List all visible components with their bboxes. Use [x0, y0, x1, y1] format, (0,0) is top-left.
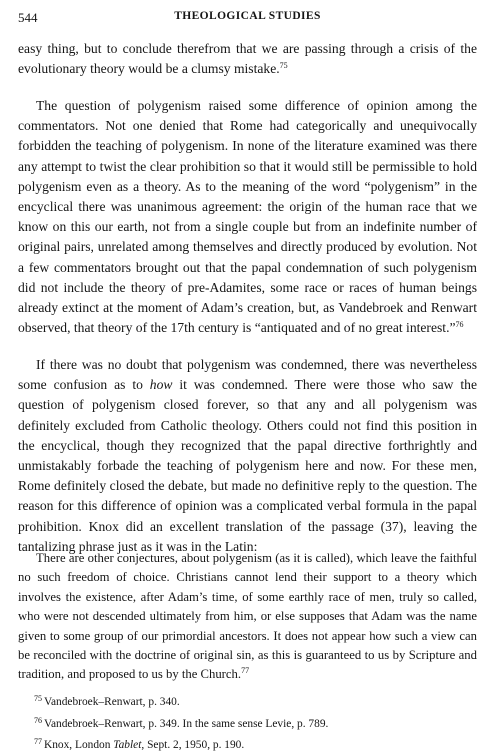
- footnote-77: [34, 733, 474, 755]
- footnote-text: Vandebroek–Renwart, p. 349. In the same sense Levie, p. 789.: [44, 717, 329, 730]
- page-number: 544: [18, 10, 38, 25]
- paragraph-text: easy thing, but to conclude therefrom that we are passing through a crisis of the evolutionary theory would be a clumsy mistake.: [18, 41, 477, 77]
- paragraph-confusion: [18, 355, 477, 557]
- footnote-text-before: Knox, London: [44, 739, 114, 751]
- paragraph-polygenism: [18, 96, 477, 338]
- paragraph-text-after: it was condemned. There were those who saw the question of polygenism closed forever, so that any and all polygenism was definitely excluded from Catholic theology. Others could not find this position in the encyclical, though they recognized that the papal directive forthrightly and unmistakably forbade the teaching of polygenism here and now. For these men, Rome definitely closed the debate, but made no definitive reply to the question. The reason for this difference of opinion was a complicated verbal formula in the papal prohibition. Knox did an excellent translation of the passage (37), leaving the tantalizing phrase just as it was in the Latin:: [18, 377, 477, 554]
- footnote-76: [34, 712, 474, 734]
- footnote-text-after: , Sept. 2, 1950, p. 190.: [141, 739, 245, 751]
- footnote-text: Vandebroek–Renwart, p. 340.: [44, 696, 180, 708]
- paragraph-continuation: [18, 39, 477, 79]
- footnote-number: 76: [34, 715, 42, 725]
- running-header: [18, 10, 477, 28]
- block-quote: [18, 549, 477, 685]
- footnotes: [34, 690, 474, 755]
- footnote-italic-tablet: Tablet: [113, 739, 142, 751]
- footnote-ref-75: 75: [279, 61, 288, 71]
- footnote-75: [34, 690, 474, 712]
- paragraph-text: The question of polygenism raised some difference of opinion among the commentators. Not one denied that Rome had categorically and unequivocally forbidden the teaching of polygenism. In none of the literature examined was there any attempt to twist the clear prohibition so that it would still be permissible to hold polygenism even as a theory. As to the meaning of the word “polygenism” in the encyclical there was unanimous agreement: the origin of the human race that we know on this our earth, not from a single couple but from an indefinite number of original pairs, unrelated among themselves and directly produced by evolution. Not a few commentators brought out that the papal condemnation of such polygenism did not include the theory of pre-Adamites, some race or races of human beings already extinct at the moment of Adam’s creation, but, as Vandebroek and Renwart observed, that theory of the 17th century is “antiquated and of no great interest.”: [18, 98, 477, 336]
- footnote-ref-76: 76: [455, 320, 464, 330]
- paragraph-text-before: If there was no doubt that polygenism was condemned, there was nevertheless some confusion as to: [18, 357, 477, 393]
- footnote-number: 77: [34, 737, 42, 746]
- journal-title: THEOLOGICAL STUDIES: [174, 10, 321, 22]
- emphasis-how: how: [149, 377, 173, 393]
- quote-text: There are other conjectures, about polygenism (as it is called), which leave the faithful no such freedom of choice. Christians cannot lend their support to a theory which involves the existence, after Adam’s time, of some earthly race of men, truly so called, who were not descended ultimately from him, or else supposes that Adam was the name given to some group of our primordial ancestors. It does not appear how such a view can be reconciled with the doctrine of original sin, as this is guaranteed to us by Scripture and tradition, and proposed to us by the Church.: [18, 551, 477, 682]
- footnote-number: 75: [34, 694, 42, 703]
- footnote-ref-77: 77: [241, 666, 250, 676]
